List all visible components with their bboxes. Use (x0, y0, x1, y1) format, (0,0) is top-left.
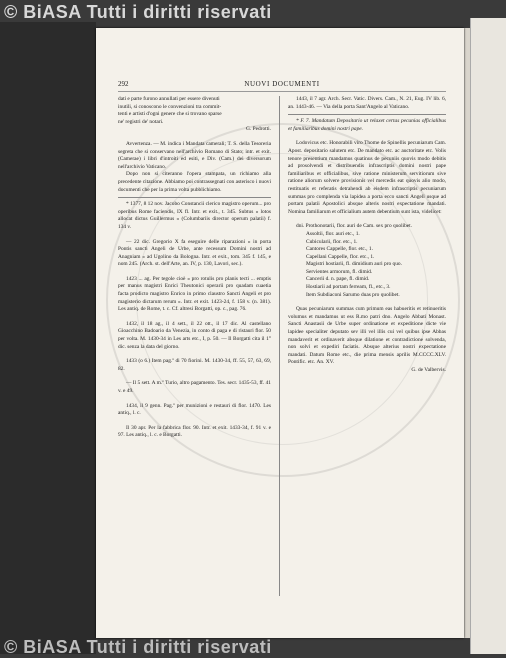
entry-paragraph: 1423 ... ag. Per tegole cioè « pro rotulis pro planis tecti ... emptis per manus magistri Enrici Theutonici operarii pro quadam cuaetia facta prodicto magistro Enrico in primo claustro Sancti Angeli et pro magisterio dictarum rerum ». Intr. et exit. 1423-24, f. 158 v. (n. 381). Les antiq. de Rome, t. c. Cf. altresi Borgatti, op. c., pag. 76. (118, 275, 271, 313)
page-gutter (464, 28, 470, 638)
author-signature: G. Pedrotti. (245, 126, 271, 133)
entry-paragraph: * 1377, 8 12 nov. Jacobo Constancii clerico magistro operum... pro operibus Rome faciendis, IX fl. Intr. et exit., t. 345. Subtus « lotos allocat dictus Guillermus » (Columbariis director operum palatii) f. 134 v. (118, 201, 271, 230)
copyright-watermark-top: © BiASA Tutti i diritti riservati (4, 2, 272, 22)
text-line: dati e parte furono annullati per essere divenuti (118, 96, 220, 102)
list-item: Cancerii d. n. pape, fl. dimid. (306, 276, 370, 283)
copyright-watermark-bottom: © BiASA Tutti i diritti riservati (4, 637, 272, 657)
notice-paragraph: Avvertenza. — M. indica i Mandata camerali; T. S. della Tesoreria segreta che si conservano nell'archivio Romano di Stato; intr. et exit. (Camerae) i libri d'introiti ed esiti, e Div. (Cam.) dei diversorum nell'archivio Vaticano. (118, 140, 271, 170)
notice-paragraph: Dopo non si citeranno l'opera stampata, un richiamo alla precedente citazione. Abbiamo poi contrassegnati con asterisco i nuovi documenti che per la prima volta pubblichiamo. (118, 171, 271, 193)
header-rule (118, 91, 446, 92)
list-item: Magistri hostiarii, fl. dimidium auri pro quo. (306, 261, 402, 268)
list-item: Servientes armorum, fl. dimid. (306, 268, 373, 275)
document-heading: * F. 7. Mandatum Depositario ut relaxet certas pecunias officialibus et familiaribus domini nostri pape. (288, 118, 446, 132)
page-number: 292 (118, 80, 129, 88)
document-signature: G. de Valbervis. (411, 367, 446, 373)
list-item: Cubicularii, flor. etc., 1. (306, 238, 358, 245)
list-item: Hostiarii ad portam ferream, fl., etc., 3. (306, 284, 391, 291)
section-rule (118, 197, 271, 198)
text-line: inutili, si conoscono le convenzioni tra commit- (118, 103, 222, 110)
right-column (288, 96, 446, 375)
left-column (118, 96, 271, 440)
entry-paragraph: Il 30 apr. Per la fabbrica flor. 90. Intr. et exit. 1433-34, f. 91 v. e 97. Les antiq., l. c. e Borgatti. (118, 424, 271, 439)
column-divider (279, 96, 280, 596)
entry-paragraph: — 22 dic. Gregorio X fa eseguire delle riparazioni « in porta Pontis sancti Angeli de Urbe, ante recessum Domini nostri ad Anagniam » ad Ugolino da Bologna. Intr. et exit., tom. 345 f. 145, e nom 245. (Arch. st. dell'Arte, an. IV, p. 130, Lavori, sec.). (118, 238, 271, 268)
entry-paragraph: 1433 (o 6.) Item pag.º di 70 fiorini. M. 1430-34, ff. 55, 57, 63, 69, 82. (118, 358, 271, 372)
list-item: Cantores Cappelle, flor. etc., 1. (306, 246, 373, 253)
list-item: Capellani Cappelle, flor. etc., 1. (306, 253, 375, 260)
entry-paragraph: — Il 5 sett. A m.º Turio, altro pagamento. Tes. secr. 1435-53, ff. 41 v. e 49. (118, 380, 271, 394)
official-list (288, 223, 446, 299)
running-title: NUOVI DOCUMENTI (244, 80, 320, 88)
entry-paragraph: 1432, il 18 ag., il 4 sett., il 22 ott., il 17 dic. Al castellano Gioacchino Badoario da Venezia, in conto di paga e di ristauri flor. 50 per volta. M. 1430-34 in Les arts etc., I, p. 50. — Il Borgatti cita il 1° dic. senza la data del giorno. (118, 320, 271, 350)
list-item: Item Subdiaconi Sarumo duas pro quolibet. (306, 291, 400, 298)
entry-paragraph: 1434, il 9 genn. Pag.º per munizioni e restauri di flor. 1470. Les antiq., l. c. (118, 402, 271, 417)
text-line: tenti e artisti d'ogni genere che si trovano sparse (118, 111, 222, 118)
section-rule (288, 114, 446, 115)
entry-paragraph: 1443, il 7 agr. Arch. Secr. Vatic. Divers. Cam., N. 21, Eug. IV lib. 6, an. 1443-46. — Via della porta Sant'Angelo al Vaticano. (288, 96, 446, 110)
document-page (96, 28, 464, 638)
text-line: ne' registri de' notari. (118, 118, 164, 125)
list-item: Assoltii, flor. auri etc., 1. (306, 230, 360, 237)
left-background (0, 22, 96, 654)
document-body: Lodovicus etc. Honorabili viro Thome de Spinellis pecuniarum Cam. Apost. depositario salutem etc. De mandato etc. ac auctoritate etc. Volis tenore presentium mandamus quatinus de pecuniis quovis modo debitis ad prosolvendi et distribuendis infrascriptis domini nostri pape familiaribus et officialibus, sive ratione ministerum servitiorum sive ratione aliorum solvere provisionis vel mercedis eat quovis alio modo, restituatis et referatis detrahendi ab eisdem infrascriptis pecuniarum summas pro complenda via lapidea a porta ecco sancti Angeli usque ad portam palatii Apostolici absque alteris nostri expectatione mandati. Nomina familiarum et officialium autem debentium sunt ista, videlicet: (288, 140, 446, 215)
list-item: dni. Prothonotarii, flor. auri de Cam. sex pro quolibet. (296, 223, 413, 230)
next-page-edge (470, 18, 506, 654)
closing-paragraph: Quas pecuniarum summas cum primum eas habueritis et retinueritis volumus et mandamus ut ess R.mo patri dno. Angelo Abbati Monast. Sancti Anastasii de Urbe super ordinatione et expeditione dicte vie lapidee specialiter deputato sev illi vel illis cui vel quibus ipse Abbas mandaverit et ordinaverit absque dilatione et contradictione solvenda, non solvi et expediri faciatis. Absque alterius nostri expectatione mandati. Datum Rome etc., die prima mensis aprilis M.CCCC.XLV. Pontific. etc. An. XV. (288, 306, 446, 366)
